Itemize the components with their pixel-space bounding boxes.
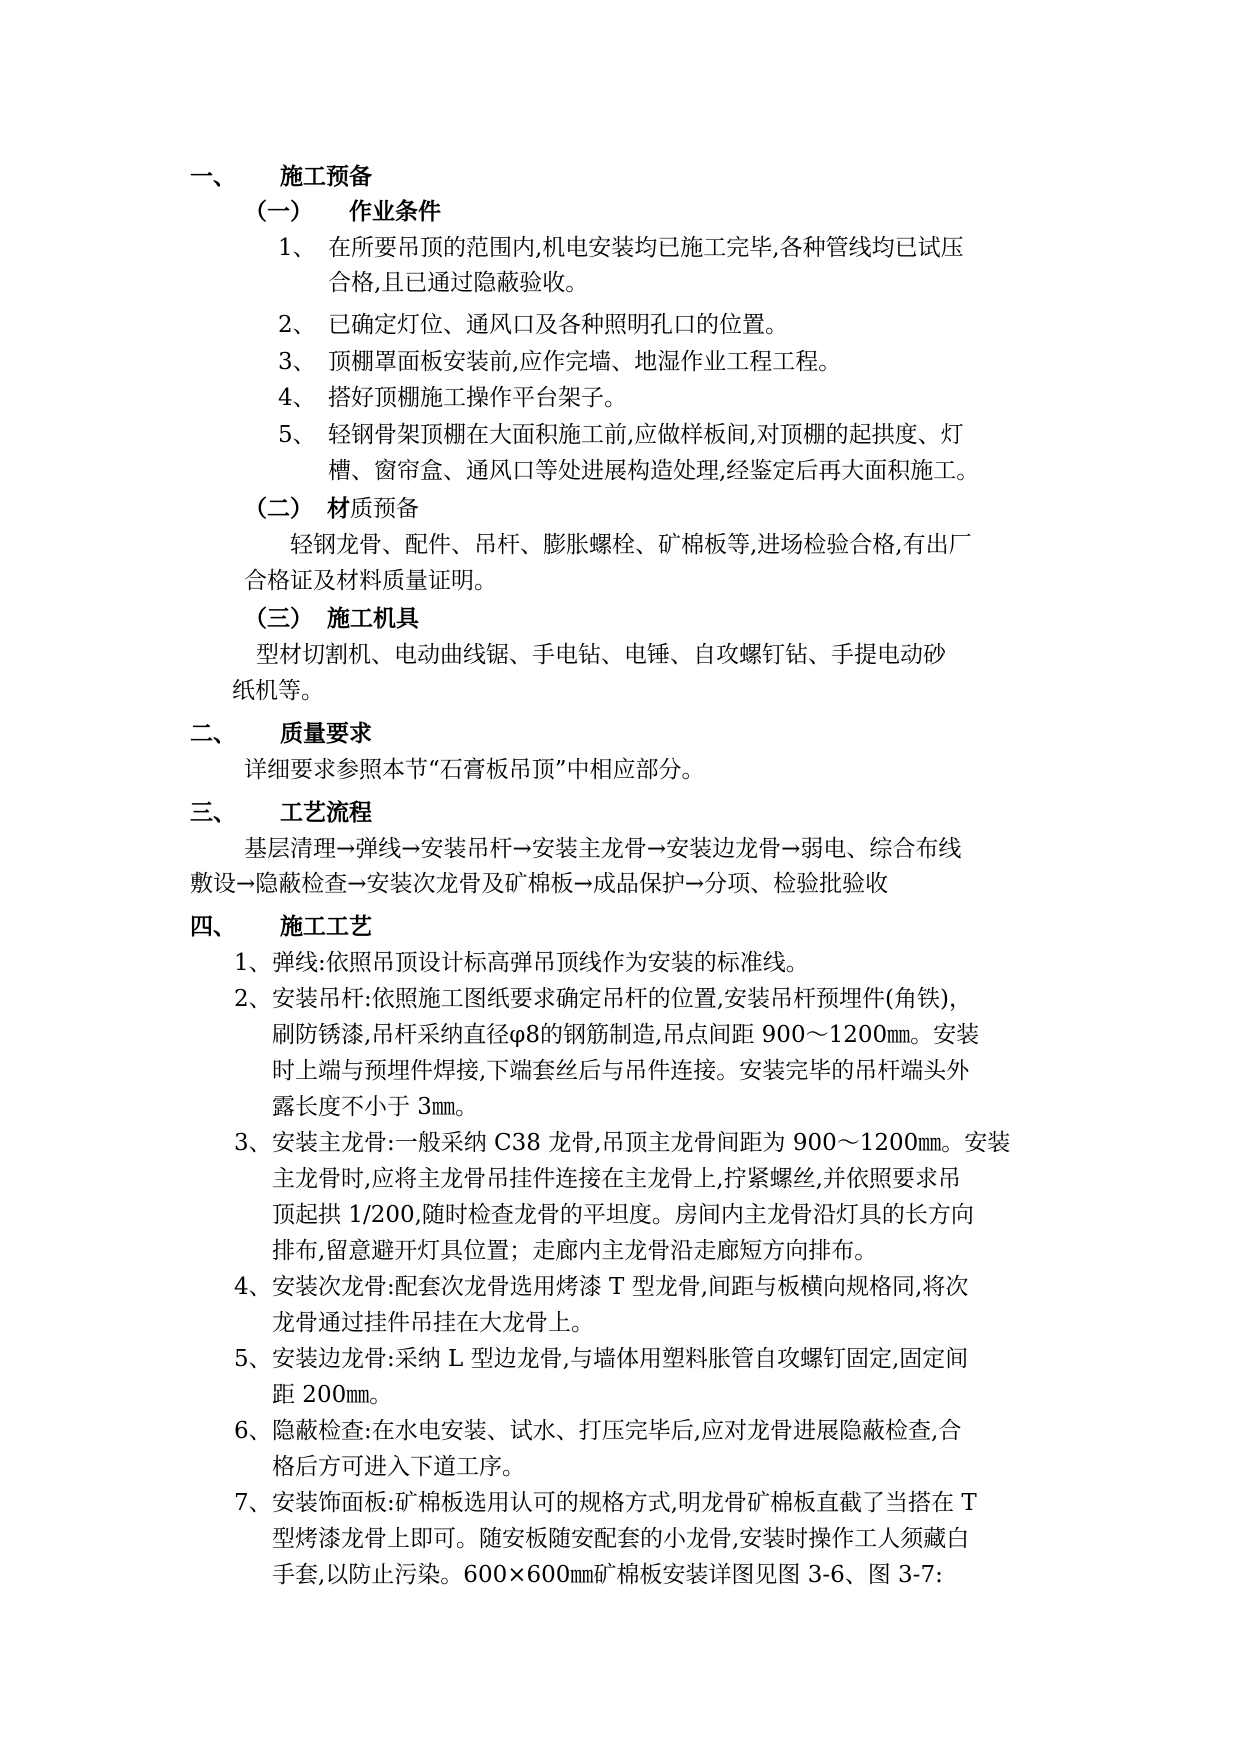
section-3-number: 三、 [190, 800, 236, 826]
section-4-number: 四、 [190, 914, 236, 940]
subsection-3-title: 施工机具 [327, 606, 419, 632]
list-item-continuation: 槽、窗帘盒、通风口等处进展构造处理,经鉴定后再大面积施工。 [328, 458, 980, 484]
list-item: 4、 搭好顶棚施工操作平台架子。 [278, 385, 627, 411]
paragraph-line: 合格证及材料质量证明。 [244, 568, 497, 594]
list-item-continuation: 主龙骨时,应将主龙骨吊挂件连接在主龙骨上,拧紧螺丝,并依照要求吊 [272, 1166, 961, 1192]
subsection-1-title: 作业条件 [349, 199, 441, 225]
list-item-continuation: 格后方可进入下道工序。 [272, 1454, 525, 1480]
section-3-title: 工艺流程 [280, 800, 372, 826]
section-1-title: 施工预备 [280, 164, 372, 190]
paragraph-line: 敷设→隐蔽检查→安装次龙骨及矿棉板→成品保护→分项、检验批验收 [190, 871, 889, 897]
section-2-title: 质量要求 [280, 721, 372, 747]
section-4-heading [190, 912, 372, 942]
paragraph-line: 纸机等。 [232, 678, 324, 704]
subsection-3-number: （三） [244, 606, 313, 632]
list-item-continuation: 时上端与预埋件焊接,下端套丝后与吊件连接。安装完毕的吊杆端头外 [272, 1058, 970, 1084]
list-item: 7、安装饰面板:矿棉板选用认可的规格方式,明龙骨矿棉板直截了当搭在 T [234, 1490, 977, 1516]
section-4-title: 施工工艺 [280, 914, 372, 940]
paragraph-line: 型材切割机、电动曲线锯、手电钻、电锤、自攻螺钉钻、手提电动砂 [256, 642, 946, 668]
section-1-heading [190, 162, 372, 192]
subsection-2-title-bold: 材 [327, 496, 350, 522]
paragraph-line: 详细要求参照本节“石膏板吊顶”中相应部分。 [244, 757, 705, 783]
paragraph-line: 轻钢龙骨、配件、吊杆、膨胀螺栓、矿棉板等,进场检验合格,有出厂 [290, 532, 972, 558]
list-item: 5、 轻钢骨架顶棚在大面积施工前,应做样板间,对顶棚的起拱度、灯 [278, 422, 964, 448]
subsection-3-heading [244, 604, 419, 634]
list-item: 1、 在所要吊顶的范围内,机电安装均已施工完毕,各种管线均已试压 [278, 235, 964, 261]
list-item: 4、安装次龙骨:配套次龙骨选用烤漆 T 型龙骨,间距与板横向规格同,将次 [234, 1274, 969, 1300]
list-item: 2、 已确定灯位、通风口及各种照明孔口的位置。 [278, 312, 788, 338]
list-item: 3、安装主龙骨:一般采纳 C38 龙骨,吊顶主龙骨间距为 900～1200㎜。安装 [234, 1130, 1011, 1156]
list-item: 2、安装吊杆:依照施工图纸要求确定吊杆的位置,安装吊杆预埋件(角铁)， [234, 986, 973, 1012]
section-1-number: 一、 [190, 164, 236, 190]
subsection-2-heading [244, 494, 419, 524]
list-item-continuation: 型烤漆龙骨上即可。随安板随安配套的小龙骨,安装时操作工人须藏白 [272, 1526, 970, 1552]
list-item-continuation: 合格,且已通过隐蔽验收。 [328, 270, 589, 296]
subsection-1-number: （一） [244, 199, 313, 225]
list-item-continuation: 顶起拱 1/200,随时检查龙骨的平坦度。房间内主龙骨沿灯具的长方向 [272, 1202, 974, 1228]
list-item: 6、隐蔽检查:在水电安装、试水、打压完毕后,应对龙骨进展隐蔽检查,合 [234, 1418, 962, 1444]
list-item: 5、安装边龙骨:采纳 L 型边龙骨,与墙体用塑料胀管自攻螺钉固定,固定间 [234, 1346, 969, 1372]
paragraph-line: 基层清理→弹线→安装吊杆→安装主龙骨→安装边龙骨→弱电、综合布线 [244, 836, 962, 862]
list-item-continuation: 刷防锈漆,吊杆采纳直径φ8的钢筋制造,吊点间距 900～1200㎜。安装 [272, 1022, 980, 1048]
section-3-heading [190, 798, 372, 828]
list-item-continuation: 排布,留意避开灯具位置；走廊内主龙骨沿走廊短方向排布。 [272, 1238, 878, 1264]
list-item-continuation: 距 200㎜。 [272, 1382, 393, 1408]
list-item-continuation: 龙骨通过挂件吊挂在大龙骨上。 [272, 1310, 594, 1336]
list-item: 3、 顶棚罩面板安装前,应作完墙、地湿作业工程工程。 [278, 349, 842, 375]
list-item: 1、弹线:依照吊顶设计标高弹吊顶线作为安装的标准线。 [234, 950, 809, 976]
section-2-heading [190, 719, 372, 749]
subsection-2-number: （二） [244, 496, 313, 522]
subsection-1-heading [244, 197, 441, 227]
section-2-number: 二、 [190, 721, 236, 747]
subsection-2-title-rest: 质预备 [350, 496, 419, 522]
list-item-continuation: 手套,以防止污染。600×600㎜矿棉板安装详图见图 3-6、图 3-7: [272, 1562, 943, 1588]
list-item-continuation: 露长度不小于 3㎜。 [272, 1094, 478, 1120]
